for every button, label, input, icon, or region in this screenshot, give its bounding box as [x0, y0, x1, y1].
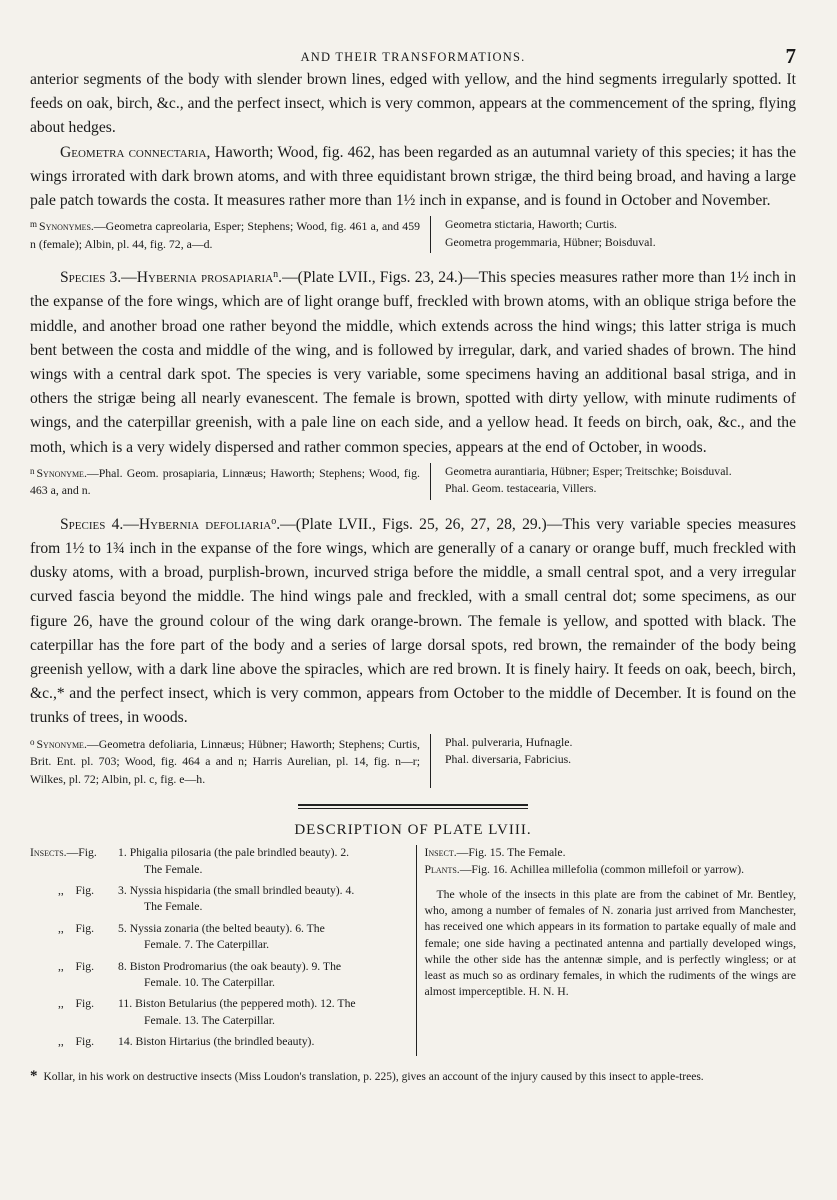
- species-name-defoliaria: Hybernia defoliaria: [138, 515, 272, 533]
- figure-entry: ,, Fig. 11. Biston Betularius (the peppered moth). 12. The Female. 13. The Caterpillar.: [58, 997, 356, 1027]
- plate-description: [30, 845, 796, 1055]
- footnote: * Kollar, in his work on destructive insects (Miss Loudon's translation, p. 225), gives an account of the injury caused by this insect to apple-trees.: [30, 1067, 704, 1084]
- plate-note: The whole of the insects in this plate are from the cabinet of Mr. Bentley, who, among a number of females of N. zonaria just arrived from Manchester, has received one which appears in its formation to partake equally of male and female; one side having a pectinated antenna and partially developed wings, while the other side has the antennæ simple, and is perfectly wingless; or at least as much so as ordinary females, in which the rudiments of the wings are almost imperceptible. H. N. H.: [424, 887, 796, 999]
- paragraph-continuation: anterior segments of the body with slender brown lines, edged with yellow, and the hind segments irregularly spotted. It feeds on oak, birch, &c., and the perfect insect, which is very common, appears at the commencement of the spring, flying about hedges.: [30, 71, 796, 137]
- figure-entry: Insects.—Fig. 1. Phigalia pilosaria (the pale brindled beauty). 2. The Female.: [30, 846, 350, 876]
- synonyms-m-left: $^m$ Synonymes.—Geometra capreolaria, Esper; Stephens; Wood, fig. 461 a, and 459 n (female); Albin, pl. 44, fig. 72, a—d.: [30, 216, 431, 253]
- synonyms-n-left: $^n$ Synonyme.—Phal. Geom. prosapiaria, Linnæus; Haworth; Stephens; Wood, fig. 463 a, and n.: [30, 463, 431, 500]
- figure-entry: ,, Fig. 14. Biston Hirtarius (the brindled beauty).: [58, 1035, 315, 1049]
- running-head: [30, 40, 796, 68]
- synonyms-o: [30, 734, 796, 789]
- synonyms-n-right: Geometra aurantiaria, Hübner; Esper; Treitschke; Boisduval. Phal. Geom. testacearia, Villers.: [445, 463, 732, 496]
- species-name-connectaria: Geometra connectaria: [60, 143, 207, 161]
- synonyms-m: [30, 216, 796, 253]
- figure-entry: ,, Fig. 3. Nyssia hispidaria (the small brindled beauty). 4. The Female.: [58, 883, 355, 914]
- insect-entry: Insect.—Fig. 15. The Female.: [424, 846, 566, 860]
- synonyms-n: [30, 463, 796, 500]
- page: [30, 40, 796, 1085]
- paragraph-species-3: Species 3.—Hybernia prosapiaria$^n$.—(Plate LVII., Figs. 23, 24.)—This species measures rather more than 1½ inch in the expanse of the fore wings, which are of light orange buff, freckled with brown atoms, with an oblique striga before the middle, and another broad one rather beyond the middle, which extends across the hind wings; this latter striga is much bent between the costa and middle of the wing, and is followed by irregular, dark, and varied shades of brown. The hind wings with a central dark spot. The species is very variable, some specimens having an additional basal striga, and in others the strigæ being all nearly evanescent. The female is brown, spotted with dirty yellow, with minute rudiments of wings, and the caterpillar greenish, with a pale line on each side, and a yellow head. It feeds on birch, oak, &c., and the moth, which is a very widely dispersed and rather common species, appears at the end of October, in woods.: [30, 269, 796, 456]
- synonyms-m-right: Geometra stictaria, Haworth; Curtis. Geometra progemmaria, Hübner; Boisduval.: [445, 217, 656, 249]
- plants-entry: Plants.—Fig. 16. Achillea millefolia (common millefoil or yarrow).: [424, 862, 745, 876]
- figure-entry: ,, Fig. 8. Biston Prodromarius (the oak beauty). 9. The Female. 10. The Caterpillar.: [58, 959, 342, 990]
- plate-notes-column: [417, 845, 797, 1055]
- paragraph-connectaria-text: , Haworth; Wood, fig. 462, has been regarded as an autumnal variety of this species; it has the wings irrorated with dark brown atoms, and with three equidistant brown strigæ, the third being broad, and having a large pale patch towards the costa. It measures rather more than 1½ inch in expanse, and is found in October and November.: [30, 143, 796, 210]
- figure-entry: ,, Fig. 5. Nyssia zonaria (the belted beauty). 6. The Female. 7. The Caterpillar.: [58, 921, 325, 952]
- species-name-prosapiaria: Hybernia prosapiaria: [136, 269, 274, 287]
- paragraph-connectaria: [30, 141, 796, 214]
- running-title: AND THEIR TRANSFORMATIONS.: [300, 50, 526, 64]
- synonyms-o-right: Phal. pulveraria, Hufnagle. Phal. diversaria, Fabricius.: [445, 734, 573, 767]
- plate-figures-list: [30, 845, 417, 1055]
- page-number: 7: [785, 44, 796, 68]
- paragraph-species-4: Species 4.—Hybernia defoliaria$^o$.—(Plate LVII., Figs. 25, 26, 27, 28, 29.)—This very variable species measures from 1½ to 1¾ inch in the expanse of the fore wings, which are generally of a canary or orange buff, much freckled with dusky atoms, with a broad, purplish-brown, incurved striga before the middle, a small central spot, and a very irregular curved fascia beyond the middle. The hind wings pale and freckled, with a small central dot; some specimens, as our figure 26, have the ground colour of the wing dark orange-brown. The female is yellow, and spotted with black. The caterpillar has the fore part of the body and a series of large dorsal spots, red brown, the remainder of the body being greenish yellow, with a dark line above the spiracles, which are red brown. It is finely hairy. It feeds on oak, beech, birch, &c.,* and the perfect insect, which is very common, appears from October to the middle of December. It is found on the trunks of trees, in woods.: [30, 515, 796, 727]
- plate-description-title: DESCRIPTION OF PLATE LVIII.: [294, 822, 532, 839]
- section-divider: [298, 804, 528, 809]
- synonyms-o-left: $^o$ Synonyme.—Geometra defoliaria, Linnæus; Hübner; Haworth; Stephens; Curtis, Brit. Ent. pl. 703; Wood, fig. 464 a and n; Harris Aurelian, pl. 14, fig. n—r; Wilkes, pl. 72; Albin, pl. c, fig. e—h.: [30, 734, 431, 789]
